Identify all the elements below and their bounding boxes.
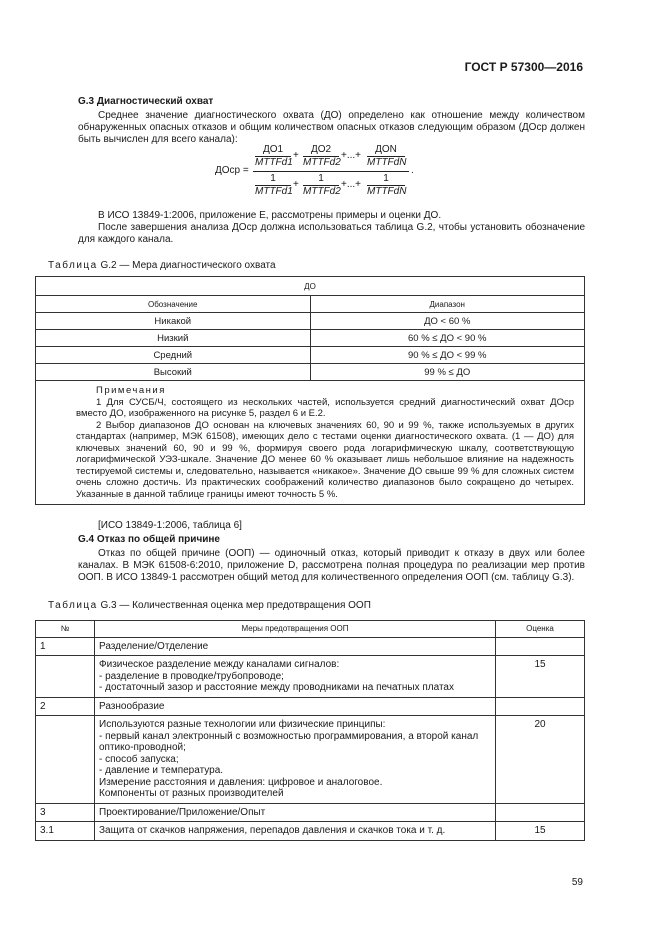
- formula-end: .: [411, 165, 414, 176]
- table-g2-cell: Низкий: [36, 330, 311, 347]
- table-g3-num: 1: [36, 637, 95, 656]
- table-g2-notes: [36, 381, 585, 505]
- section-g3-para2: В ИСО 13849-1:2006, приложение Е, рассмотрены примеры и оценки ДО.: [98, 210, 442, 221]
- table-row: [36, 803, 585, 822]
- page-number: 59: [571, 877, 583, 888]
- table-g3-col-header: Меры предотвращения ООП: [95, 621, 496, 638]
- table-g3-text: Разделение/Отделение: [95, 637, 496, 656]
- section-g3-para3: После завершения анализа ДОср должна использоваться таблица G.2, чтобы установить обозначение для каждого канала.: [78, 222, 585, 245]
- table-g3-text: Разнообразие: [95, 697, 496, 716]
- table-g2-cell: ДО < 60 %: [310, 313, 585, 330]
- table-g2-cell: 90 % ≤ ДО < 99 %: [310, 347, 585, 364]
- table-g3-text: Защита от скачков напряжения, перепадов давления и скачков тока и т. д.: [95, 822, 496, 841]
- table-g3-score: [496, 697, 585, 716]
- table-g3-caption-text: G.3 — Количественная оценка мер предотвращения ООП: [100, 600, 371, 611]
- table-g2-col-header: Обозначение: [36, 296, 311, 313]
- table-g3-num: [36, 656, 95, 698]
- table-row: [36, 716, 585, 804]
- table-g2-caption-prefix: Таблица: [48, 260, 98, 271]
- formula-den2: MTTFd2: [303, 157, 341, 168]
- document-header: ГОСТ Р 57300—2016: [464, 60, 583, 74]
- formula-dcavg: [215, 144, 435, 200]
- table-g2-cell: Никакой: [36, 313, 311, 330]
- table-g2-caption: [48, 260, 276, 271]
- section-g3-title: G.3 Диагностический охват: [78, 96, 214, 107]
- table-g3-num: [36, 716, 95, 804]
- table-g3-text: Проектирование/Приложение/Опыт: [95, 803, 496, 822]
- formula-oneN: 1: [383, 173, 389, 184]
- table-g3-text: Используются разные технологии или физические принципы: - первый канал электронный с возможностью программирования, а второй канал оптико-проводной; - способ запуска; - давление и температура. Измерение расстояния и давления: цифровое и аналоговое. Компоненты от разных производителей: [95, 716, 496, 804]
- table-g2-cell: 60 % ≤ ДО < 90 %: [310, 330, 585, 347]
- formula-den2b: MTTFd2: [303, 186, 341, 197]
- formula-plus2: +: [293, 179, 299, 190]
- table-row: [36, 637, 585, 656]
- formula-one2: 1: [318, 173, 324, 184]
- table-g3-num: 3: [36, 803, 95, 822]
- source-reference: [ИСО 13849-1:2006, таблица 6]: [98, 520, 242, 531]
- table-g3-num: 3.1: [36, 822, 95, 841]
- table-g3-score: 15: [496, 822, 585, 841]
- table-g3-text: Физическое разделение между каналами сигналов: - разделение в проводке/трубопроводе; - достаточный зазор и расстояние между проводниками на печатных платах: [95, 656, 496, 698]
- table-g3-score: 20: [496, 716, 585, 804]
- table-g2-caption-text: G.2 — Мера диагностического охвата: [100, 260, 276, 271]
- formula-den1: MTTFd1: [255, 157, 293, 168]
- section-g3-para1: Среднее значение диагностического охвата (ДО) определено как отношение между количеством обнаруженных опасных отказов и общим количеством опасных отказов следующим образом (ДОср должен быть вычислен для всего канала):: [78, 110, 585, 145]
- formula-den1b: MTTFd1: [255, 186, 293, 197]
- table-g2-group-header: ДО: [36, 277, 585, 296]
- table-g2-notes-title: Примечания: [96, 385, 166, 396]
- table-g3-score: [496, 803, 585, 822]
- section-g4-title: G.4 Отказ по общей причине: [78, 534, 220, 545]
- table-g3-num: 2: [36, 697, 95, 716]
- table-g3-col-header: №: [36, 621, 95, 638]
- formula-plus1: +: [293, 150, 299, 161]
- table-g3-score: 15: [496, 656, 585, 698]
- table-g2-col-header: Диапазон: [310, 296, 585, 313]
- table-g2-note2: 2 Выбор диапазонов ДО основан на ключевых значениях 60, 90 и 99 %, также используемых в других стандартах (например, МЭК 61508), имеющих дело с тестами оценки диагностического охвата. (1 — ДО) для ключевых значений 60, 90 и 99 %, формируя своего рода логарифмическую шкалу, соответствующую логарифмической УЭЗ-шкале. Значение ДО менее 60 % оказывает лишь небольшое влияние на надежность тестируемой системы и, следовательно, называется «никакое». Значение ДО свыше 99 % для сложных систем очень сложно достичь. Из практических соображений количество диапазонов было сокращено до четырех. Указанные в данной таблице границы имеют точность 5 %.: [76, 419, 574, 500]
- formula-num1: ДО1: [262, 144, 284, 155]
- table-g3-col-header: Оценка: [496, 621, 585, 638]
- table-g3-caption-prefix: Таблица: [48, 600, 98, 611]
- formula-dots2: +...+: [341, 179, 362, 190]
- formula-denNb: MTTFdN: [367, 186, 407, 197]
- table-g2-cell: Средний: [36, 347, 311, 364]
- formula-num2: ДО2: [310, 144, 332, 155]
- table-g3: [35, 620, 585, 841]
- section-g4-para1: Отказ по общей причине (ООП) — одиночный отказ, который приводит к отказу в двух или более каналах. В МЭК 61508-6:2010, приложение D, рассмотрена полная процедура по реализации мер против ООП. В ИСО 13849-1 рассмотрен общий метод для количественного определения ООП (см. таблицу G.3).: [78, 548, 585, 583]
- formula-denN: MTTFdN: [367, 157, 407, 168]
- table-g3-score: [496, 637, 585, 656]
- formula-lhs: ДОср =: [215, 165, 249, 176]
- table-row: [36, 656, 585, 698]
- formula-one1: 1: [270, 173, 276, 184]
- formula-numN: ДОN: [375, 144, 397, 155]
- formula-dots1: +...+: [341, 150, 362, 161]
- table-row: [36, 822, 585, 841]
- table-row: [36, 697, 585, 716]
- table-g2: [35, 276, 585, 505]
- table-g2-cell: Высокий: [36, 364, 311, 381]
- table-g2-note1: 1 Для СУСБ/Ч, состоящего из нескольких частей, используется средний диагностический охват ДОср вместо ДО, изображенного на рисунке 5, раздел 6 и Е.2.: [76, 396, 574, 419]
- table-g2-cell: 99 % ≤ ДО: [310, 364, 585, 381]
- table-g3-caption: [48, 600, 371, 611]
